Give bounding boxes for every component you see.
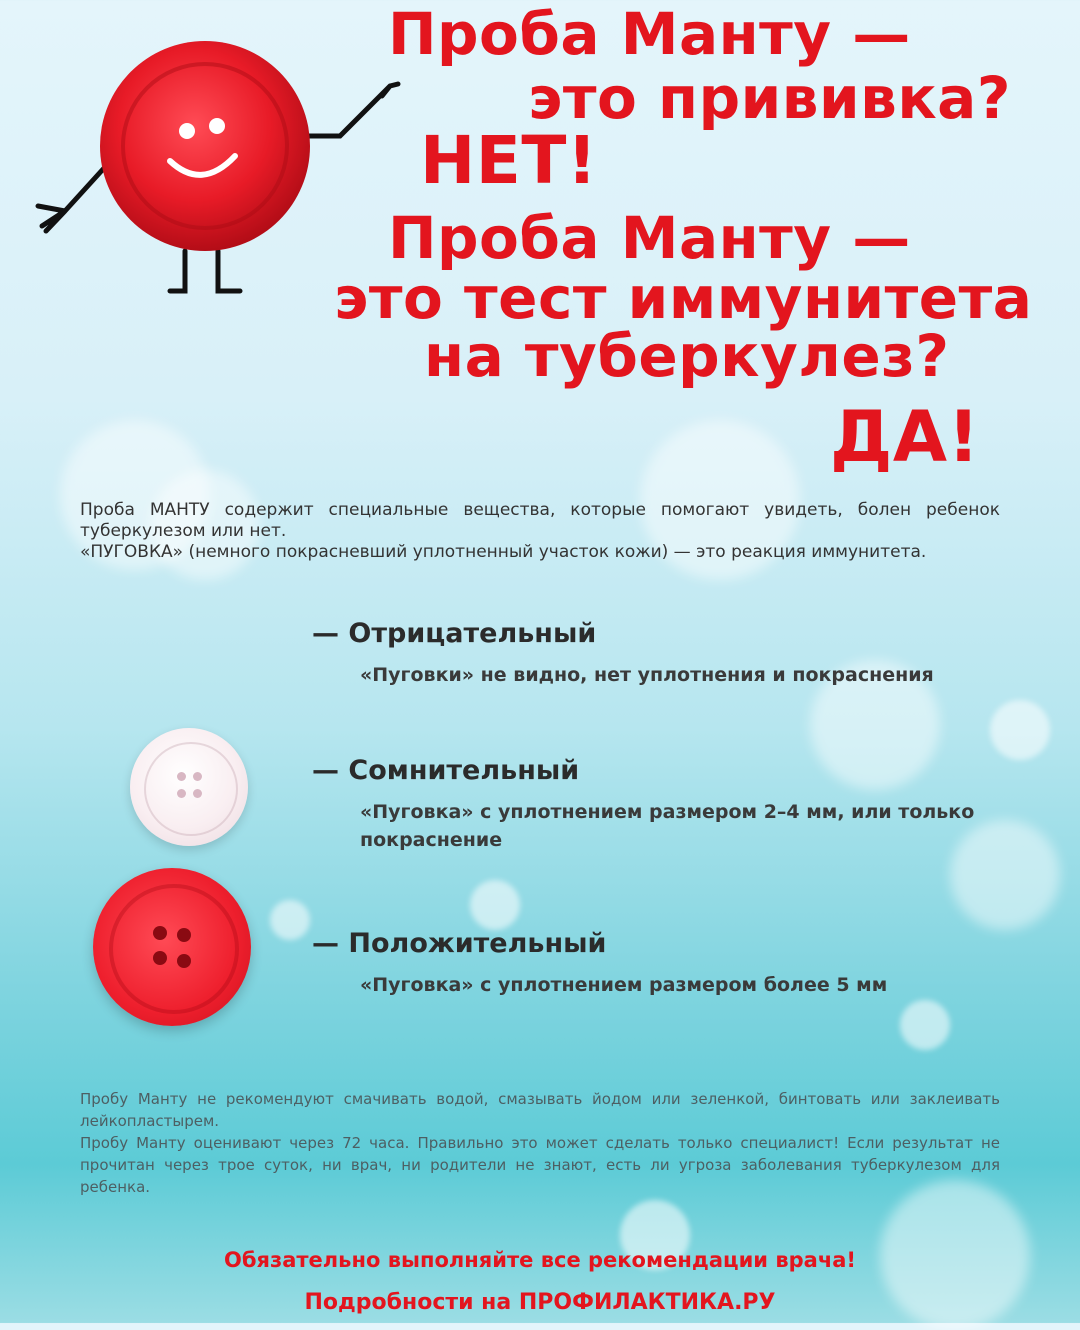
result-description: «Пуговка» с уплотнением размером 2–4 мм, или только покраснение bbox=[360, 801, 975, 851]
bokeh-circle bbox=[470, 880, 520, 930]
white-button-icon bbox=[130, 728, 248, 846]
headline-line-5: это тест иммунитета bbox=[334, 264, 1033, 332]
result-positive bbox=[312, 928, 1012, 999]
result-negative bbox=[312, 618, 1012, 689]
headline-line-6: на туберкулез? bbox=[424, 322, 950, 390]
footer-paragraph-2: Пробу Манту оценивают через 72 часа. Правильно это может сделать только специалист! Если результат не прочитан через трое суток, ни врач, ни родители не знают, есть ли угроза заболевания туберкулезом для ребенка. bbox=[80, 1134, 1000, 1196]
bokeh-circle bbox=[990, 700, 1050, 760]
intro-text bbox=[80, 500, 1000, 563]
red-button-icon bbox=[93, 868, 251, 1026]
website-link[interactable]: Подробности на ПРОФИЛАКТИКА.РУ bbox=[304, 1290, 776, 1315]
result-title: — Сомнительный bbox=[312, 755, 580, 786]
doctor-recommendation: Обязательно выполняйте все рекомендации врача! bbox=[224, 1248, 856, 1272]
headline-yes: ДА! bbox=[830, 396, 980, 478]
result-title: — Отрицательный bbox=[312, 618, 597, 649]
intro-paragraph-2: «ПУГОВКА» (немного покрасневший уплотненный участок кожи) — это реакция иммунитета. bbox=[80, 542, 927, 562]
footer-paragraph-1: Пробу Манту не рекомендуют смачивать водой, смазывать йодом или зеленкой, бинтовать или заклеивать лейкопластырем. bbox=[80, 1090, 1000, 1130]
bokeh-circle bbox=[900, 1000, 950, 1050]
headline-line-1: Проба Манту — bbox=[388, 0, 911, 68]
result-description: «Пуговки» не видно, нет уплотнения и покраснения bbox=[360, 664, 934, 686]
result-doubtful bbox=[312, 755, 1012, 854]
bokeh-circle bbox=[270, 900, 310, 940]
footer-text bbox=[80, 1088, 1000, 1198]
headline-line-2: это прививка? bbox=[528, 64, 1011, 132]
result-description: «Пуговка» с уплотнением размером более 5 мм bbox=[360, 974, 888, 996]
intro-paragraph-1: Проба МАНТУ содержит специальные вещества, которые помогают увидеть, болен ребенок туберкулезом или нет. bbox=[80, 500, 1000, 541]
headline-line-4: Проба Манту — bbox=[388, 204, 911, 272]
result-title: — Положительный bbox=[312, 928, 607, 959]
headline-no: НЕТ! bbox=[420, 122, 598, 199]
